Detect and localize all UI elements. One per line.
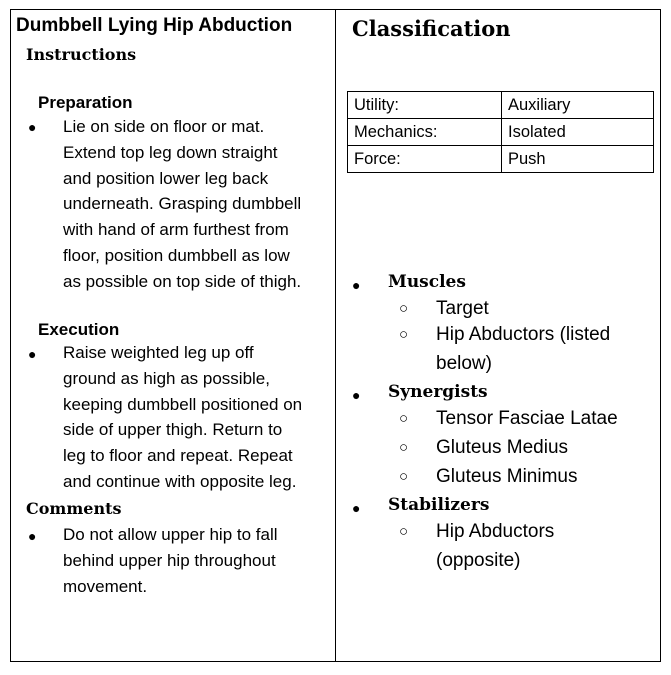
muscle-item: Hip Abductors (listed <box>436 324 611 345</box>
synergist-item: Gluteus Minimus <box>436 466 578 487</box>
preparation-text <box>63 114 301 295</box>
table-row <box>348 146 654 173</box>
execution-bullet: ● <box>28 346 37 362</box>
exercise-title: Dumbbell Lying Hip Abduction <box>16 15 293 36</box>
preparation-line: as possible on top side of thigh. <box>63 271 302 291</box>
stabilizers-heading: Stabilizers <box>388 495 490 515</box>
preparation-line: with hand of arm furthest from <box>63 220 289 240</box>
table-key: Mechanics: <box>348 119 502 146</box>
muscles-heading: Muscles <box>388 272 466 292</box>
instructions-heading: Instructions <box>26 45 137 64</box>
synergists-bullet: ● <box>352 387 361 403</box>
execution-line: Raise weighted leg up off <box>63 343 254 362</box>
classification-table <box>347 91 654 173</box>
tensor-circle-bullet: ○ <box>399 410 409 427</box>
preparation-bullet: ● <box>28 119 37 135</box>
classification-title: Classification <box>352 16 511 41</box>
stabilizer-item: (opposite) <box>436 550 521 571</box>
table-row <box>348 119 654 146</box>
minimus-circle-bullet: ○ <box>399 468 409 485</box>
execution-text <box>63 340 302 495</box>
table-value: Push <box>502 146 654 173</box>
comments-text <box>63 522 278 599</box>
stabilizer-item: Hip Abductors <box>436 521 555 542</box>
preparation-line: Lie on side on floor or mat. <box>63 117 265 136</box>
preparation-line: and position lower leg back <box>63 168 269 188</box>
execution-line: leg to floor and repeat. Repeat <box>63 446 293 466</box>
table-value: Auxiliary <box>502 92 654 119</box>
muscle-item: Target <box>436 298 489 319</box>
synergist-item: Gluteus Medius <box>436 437 569 458</box>
table-value: Isolated <box>502 119 654 146</box>
muscle-item: below) <box>436 353 492 374</box>
preparation-heading: Preparation <box>38 93 133 112</box>
execution-heading: Execution <box>38 320 120 339</box>
comments-line: movement. <box>63 576 148 596</box>
preparation-line: Extend top leg down straight <box>63 142 278 162</box>
execution-line: side of upper thigh. Return to <box>63 420 283 440</box>
comments-line: Do not allow upper hip to fall <box>63 525 278 544</box>
preparation-line: floor, position dumbbell as low <box>63 245 290 265</box>
stabilizer-circle-bullet: ○ <box>399 523 409 540</box>
table-key: Force: <box>348 146 502 173</box>
medius-circle-bullet: ○ <box>399 439 409 456</box>
muscles-bullet: ● <box>352 277 361 293</box>
execution-line: keeping dumbbell positioned on <box>63 394 303 414</box>
execution-line: and continue with opposite leg. <box>63 471 297 491</box>
column-divider <box>335 9 336 662</box>
comments-line: behind upper hip throughout <box>63 550 276 570</box>
target-circle-bullet: ○ <box>399 300 409 317</box>
table-key: Utility: <box>348 92 502 119</box>
hip-abductors-circle-bullet: ○ <box>399 326 409 343</box>
table-row <box>348 92 654 119</box>
preparation-line: underneath. Grasping dumbbell <box>63 194 302 214</box>
execution-line: ground as high as possible, <box>63 368 270 388</box>
comments-heading: Comments <box>26 499 122 518</box>
stabilizers-bullet: ● <box>352 500 361 516</box>
synergists-heading: Synergists <box>388 382 488 402</box>
comments-bullet: ● <box>28 528 37 544</box>
synergist-item: Tensor Fasciae Latae <box>436 408 618 429</box>
